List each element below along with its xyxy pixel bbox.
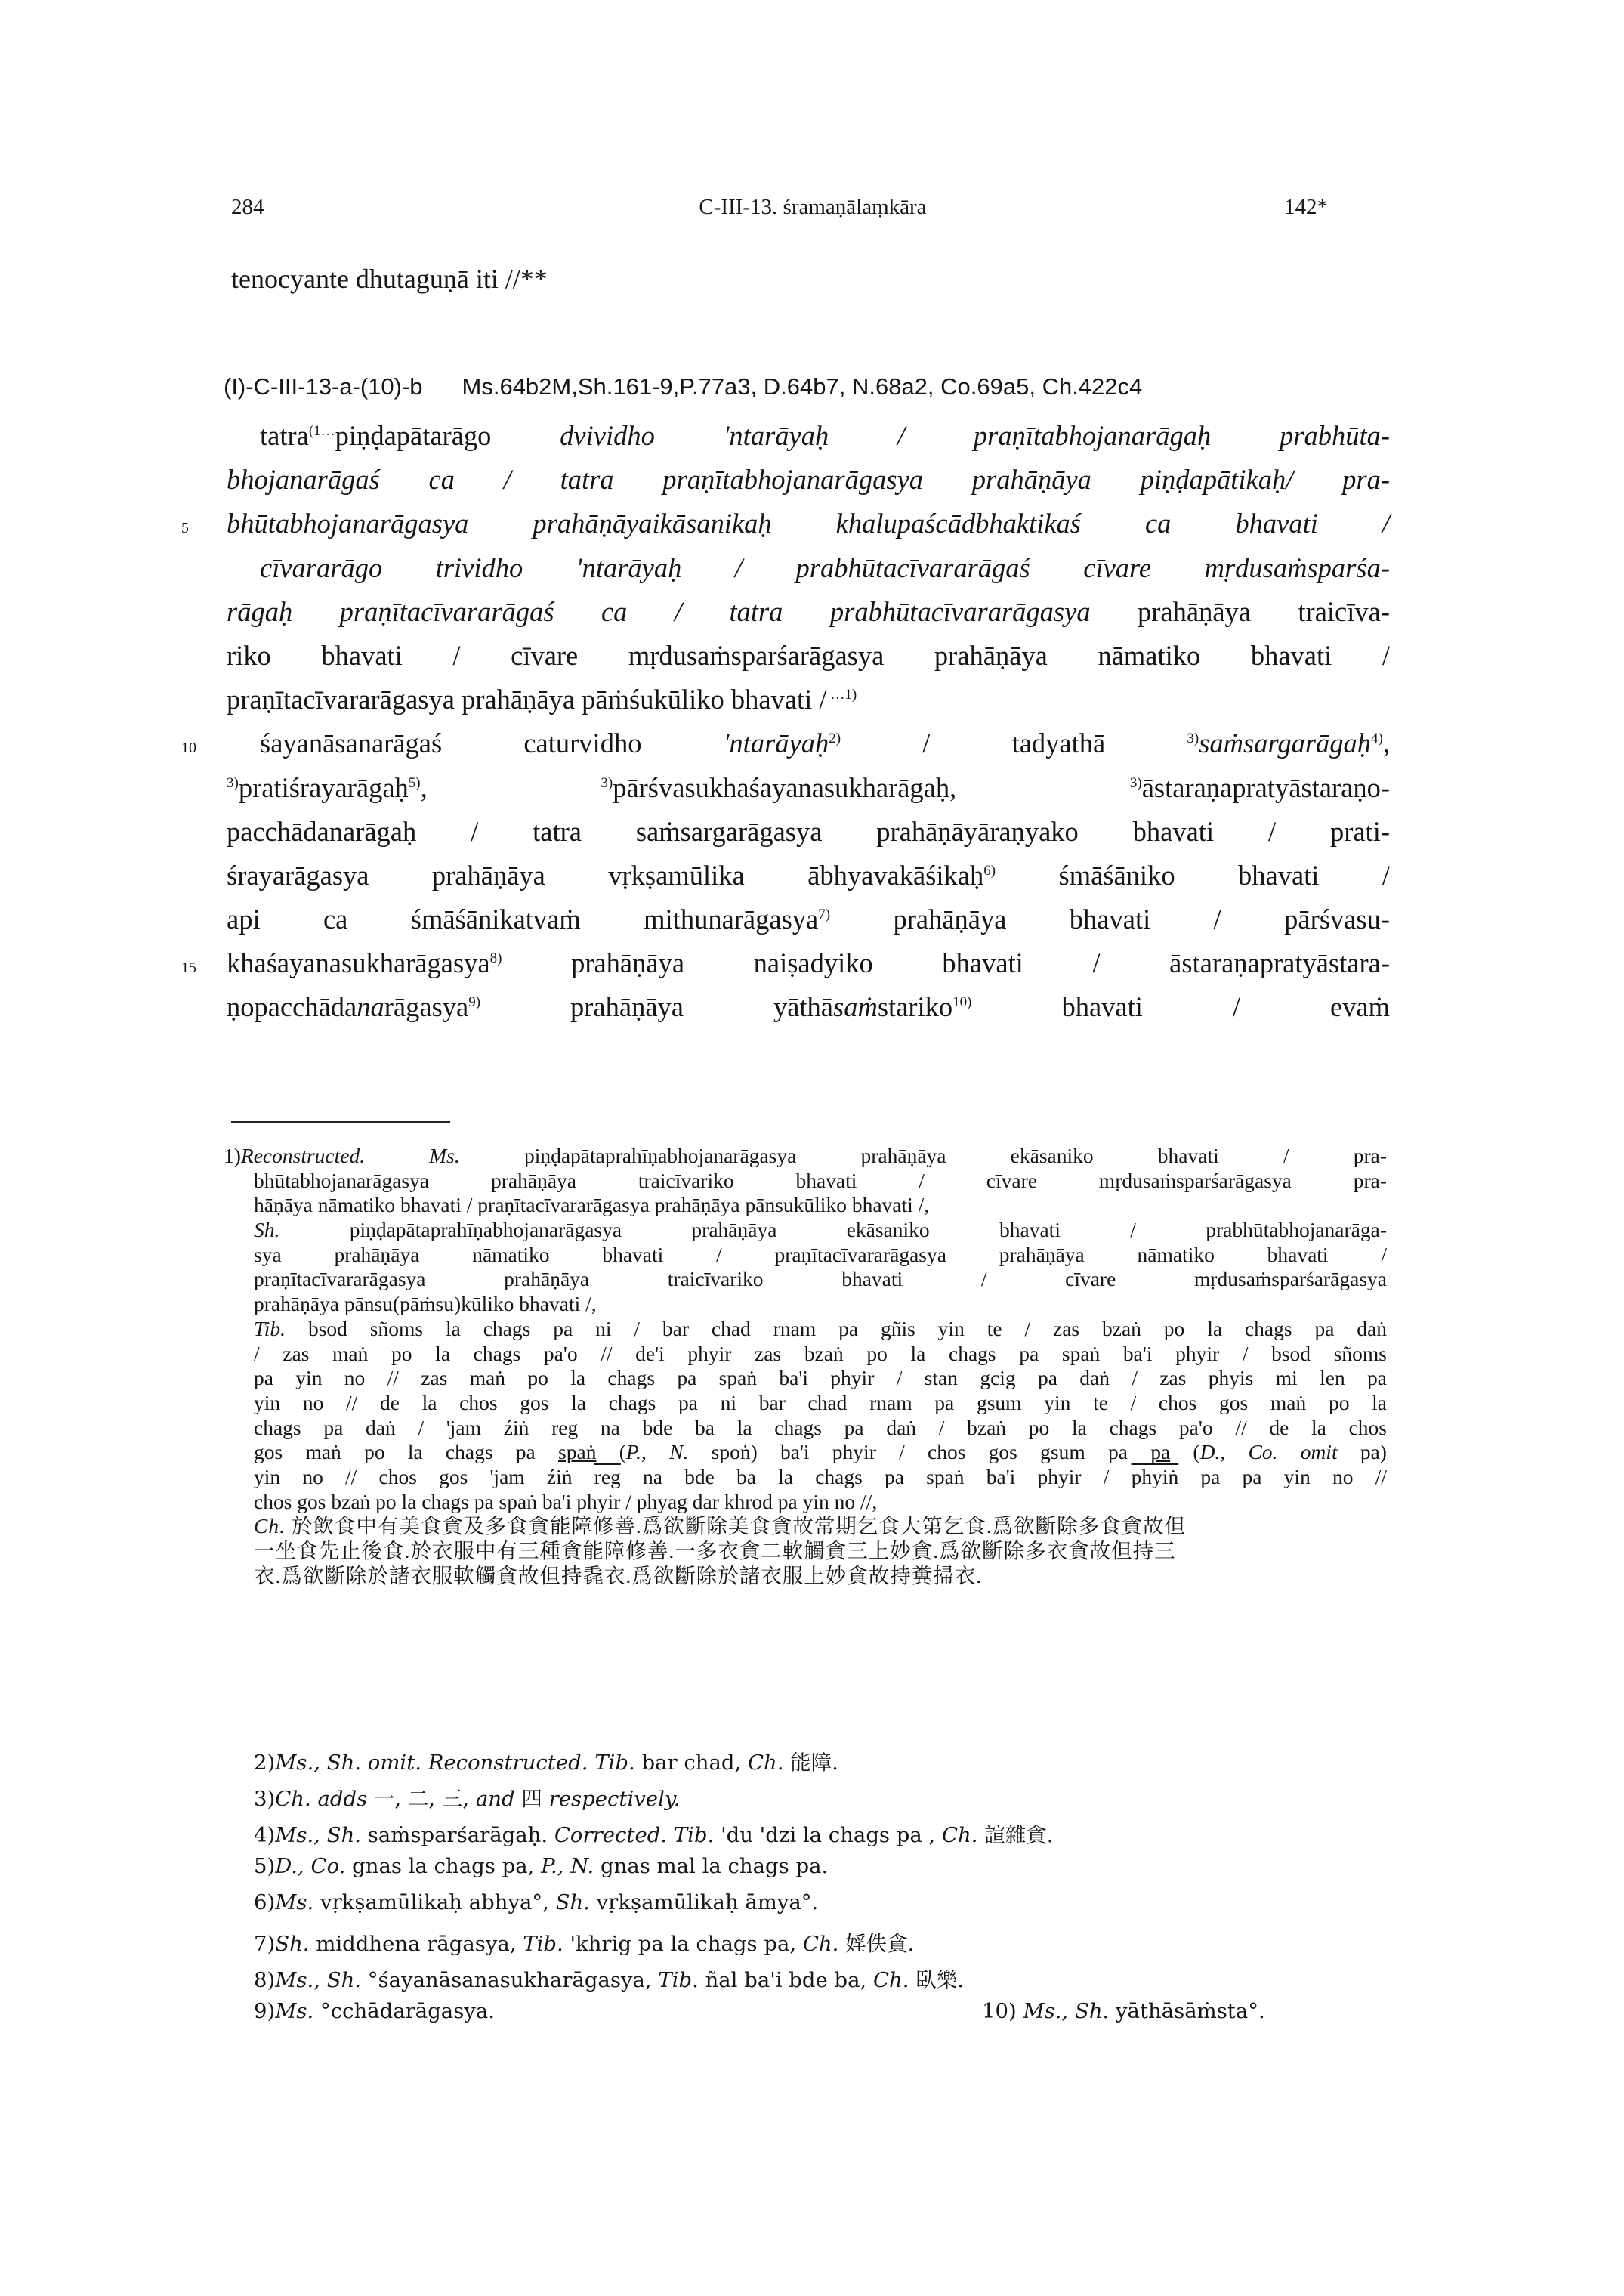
footnote-line: chos gos bzaṅ po la chags pa spaṅ ba'i phyir / phyag dar khrod pa yin no //, [254, 1489, 878, 1513]
line-number: 5 [181, 520, 189, 537]
footnote-line: 衣.爲欲斷除於諸衣服軟觸貪故但持毳衣.爲欲斷除於諸衣服上妙貪故持糞掃衣. [254, 1563, 983, 1587]
text-line: pacchādanarāgaḥ / tatra saṁsargarāgasya prahāṇāyāraṇyako bhavati / prati- [227, 815, 1390, 847]
footnote-line: / zas maṅ po la chags pa'o // de'i phyir zas bzaṅ po la chags pa spaṅ ba'i phyir / bsod sñoms [254, 1341, 1387, 1365]
footnote-line: Ch. 於飲食中有美食貪及多食貪能障修善.爲欲斷除美食貪故常期乞食大第乞食.爲欲斷除多食貪故但 [254, 1514, 1187, 1538]
footnote-5: 5)D., Co. gnas la chags pa, P., N. gnas mal la chags pa. [254, 1854, 829, 1878]
footnote-8: 8)Ms., Sh. °śayanāsanasukharāgasya, Tib. ñal ba'i bde ba, Ch. 臥樂. [254, 1968, 964, 1992]
text-line: 15 khaśayanasukharāgasya$^{8)}$ prahāṇāya naiṣadyiko bhavati / āstaraṇapratyāstara- [227, 941, 1390, 985]
footnote-1 [224, 1144, 1387, 1588]
line-number: 10 [181, 740, 196, 757]
footnote-line: prahāṇāya pānsu(pāṁsu)kūliko bhavati /, [254, 1292, 597, 1316]
line-number: 15 [181, 959, 196, 977]
text-line: ṇopacchādanarāgasya$^{9)}$ prahāṇāya yāthāsaṁstariko$^{10)}$ bhavati / evaṁ [227, 991, 1391, 1023]
text-line: cīvararāgo trividho 'ntarāyaḥ / prabhūtacīvararāgaś cīvare mṛdusaṁsparśa- [260, 552, 1390, 583]
text-line: praṇītacīvararāgasya prahāṇāya pāṁśukūliko bhavati / $^{\dots 1)}$ [227, 684, 857, 715]
footnote-line: gos maṅ po la chags pa spaṅ (P., N. spoṅ) ba'i phyir / chos gos gsum pa pa (D., Co. omit pa) [254, 1440, 1387, 1464]
page-number: 284 [231, 195, 264, 219]
reference-id: (I)-C-III-13-a-(10)-b [224, 373, 423, 400]
manuscript-references: Ms.64b2M,Sh.161-9,P.77a3, D.64b7, N.68a2, Co.69a5, Ch.422c4 [462, 373, 1143, 400]
footnote-line: 一坐食先止後食.於衣服中有三種貪能障修善.一多衣貪二軟觸貪三上妙貪.爲欲斷除多衣貪故但持三 [254, 1539, 1176, 1562]
footnote-line: sya prahāṇāya nāmatiko bhavati / praṇītacīvararāgasya prahāṇāya nāmatiko bhavati / [254, 1242, 1387, 1266]
section-number: 142* [1284, 195, 1328, 219]
footnote-9: 9)Ms. °cchādarāgasya. [254, 1999, 495, 2023]
footnote-6: 6)Ms. vṛkṣamūlikaḥ abhya°, Sh. vṛkṣamūlikaḥ āmya°. [254, 1890, 819, 1914]
footnote-3: 3)Ch. adds 一, 二, 三, and 四 respectively. [254, 1787, 681, 1811]
footnote-line: pa yin no // zas maṅ po la chags pa spaṅ ba'i phyir / stan gcig pa daṅ / zas phyis mi len pa [254, 1366, 1387, 1390]
footnote-line: Tib. bsod sñoms la chags pa ni / bar chad rnam pa gñis yin te / zas bzaṅ po la chags pa daṅ [254, 1316, 1387, 1340]
text-line: 5 bhūtabhojanarāgasya prahāṇāyaikāsanikaḥ khalupaścādbhaktikaś ca bhavati / [227, 502, 1390, 545]
footnote-line: Sh. piṇḍapātaprahīṇabhojanarāgasya prahāṇāya ekāsaniko bhavati / prabhūtabhojanarāga- [254, 1218, 1387, 1242]
footnote-line: chags pa daṅ / 'jam źiṅ reg na bde ba la chags pa daṅ / bzaṅ po la chags pa'o // de la chos [254, 1415, 1387, 1439]
footnote-2: 2)Ms., Sh. omit. Reconstructed. Tib. bar chad, Ch. 能障. [254, 1751, 838, 1775]
main-text [181, 414, 1391, 1030]
text-line: śrayarāgasya prahāṇāya vṛkṣamūlika ābhyavakāśikaḥ$^{6)}$ śmāśāniko bhavati / [227, 859, 1390, 891]
text-line: riko bhavati / cīvare mṛdusaṁsparśarāgasya prahāṇāya nāmatiko bhavati / [227, 639, 1390, 671]
footnote-10: 10) Ms., Sh. yāthāsāṁsta°. [982, 1999, 1265, 2023]
reference-line [224, 373, 1142, 400]
text-line: bhojanarāgaś ca / tatra praṇītabhojanarāgasya prahāṇāya piṇḍapātikaḥ/ pra- [227, 464, 1390, 496]
footnote-line: praṇītacīvararāgasya prahāṇāya traicīvariko bhavati / cīvare mṛdusaṁsparśarāgasya [254, 1267, 1387, 1291]
footnote-line: 1)Reconstructed. Ms. piṇḍapātaprahīṇabhojanarāgasya prahāṇāya ekāsaniko bhavati / pra- [224, 1144, 1387, 1167]
intro-line: tenocyante dhutaguṇā iti //** [231, 264, 548, 294]
footnote-line: bhūtabhojanarāgasya prahāṇāya traicīvariko bhavati / cīvare mṛdusaṁsparśarāgasya pra- [254, 1168, 1387, 1192]
text-line: rāgaḥ praṇītacīvararāgaś ca / tatra prabhūtacīvararāgasya prahāṇāya traicīva- [227, 595, 1390, 627]
running-title: C-III-13. śramaṇālaṃkāra [699, 195, 927, 219]
footnote-divider [231, 1121, 450, 1123]
text-line: tatra$^{(1\dots}$piṇḍapātarāgo dvividho 'ntarāyaḥ / praṇītabhojanarāgaḥ prabhūta- [260, 420, 1390, 451]
text-line: 10 śayanāsanarāgaś caturvidho 'ntarāyaḥ$^{2)}$ / tadyathā $^{3)}$saṁsargarāgaḥ$^{4)}$, [227, 722, 1390, 765]
footnote-line: hāṇāya nāmatiko bhavati / praṇītacīvararāgasya prahāṇāya pānsukūliko bhavati /, [254, 1193, 930, 1217]
text-line: $^{3)}$pratiśrayarāgaḥ$^{5)}$, $^{3)}$pārśvasukhaśayanasukharāgaḥ, $^{3)}$āstaraṇapratyāstaraṇo- [227, 771, 1391, 803]
text-line: api ca śmāśānikatvaṁ mithunarāgasya$^{7)}$ prahāṇāya bhavati / pārśvasu- [227, 904, 1390, 935]
footnote-4: 4)Ms., Sh. saṁsparśarāgaḥ. Corrected. Tib. 'du 'dzi la chags pa , Ch. 諠雜貪. [254, 1823, 1054, 1847]
footnote-line: yin no // de la chos gos la chags pa ni bar chad rnam pa gsum yin te / chos gos maṅ po la [254, 1390, 1387, 1414]
footnote-7: 7)Sh. middhena rāgasya, Tib. 'khrig pa la chags pa, Ch. 婬佚貪. [254, 1932, 915, 1956]
footnote-line: yin no // chos gos 'jam źiṅ $\overline{reg}$ na bde ba la chags pa spaṅ ba'i phyir / phyiṅ pa pa yin no // [254, 1464, 1387, 1488]
